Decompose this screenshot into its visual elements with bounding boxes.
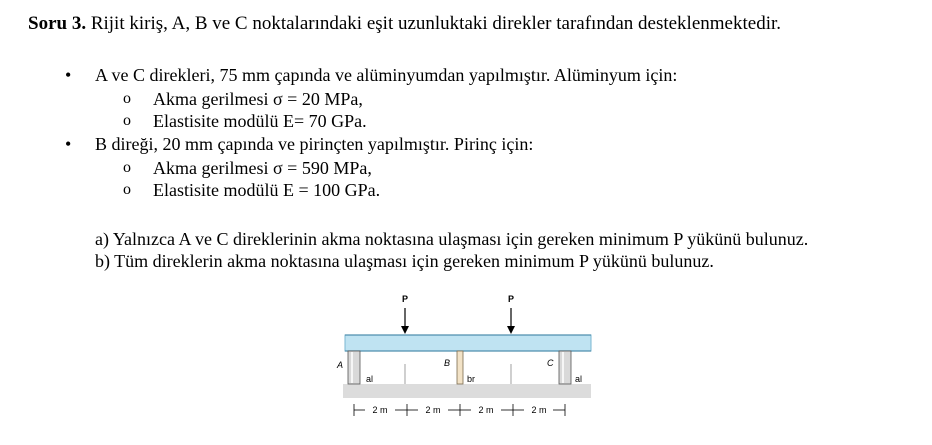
ground <box>343 384 591 398</box>
post-b <box>457 351 463 384</box>
post-ac-yield: Akma gerilmesi σ = 20 MPa, <box>153 89 363 109</box>
arrow-down-icon <box>507 326 515 334</box>
post-b-prop-2 <box>123 179 381 201</box>
question-text: Rijit kiriş, A, B ve C noktalarındaki eşit uzunluktaki direkler tarafından desteklenmektedir. <box>90 13 781 34</box>
sub-bullet-circle-icon: o <box>123 181 131 198</box>
post-ac-modulus: Elastisite modülü E= 70 GPa. <box>153 111 367 131</box>
post-a <box>348 351 360 384</box>
material-label-b: br <box>467 374 476 384</box>
post-b-yield: Akma gerilmesi σ = 590 MPa, <box>153 158 372 178</box>
post-b-text: B direği, 20 mm çapında ve pirinçten yapılmıştır. Pirinç için: <box>95 134 534 154</box>
part-b: b) Tüm direklerin akma noktasına ulaşması için gereken minimum P yükünü bulunuz. <box>95 251 714 271</box>
load-left <box>401 294 409 334</box>
question-label: Soru 3. <box>28 13 87 34</box>
point-label-a: A <box>337 360 344 370</box>
arrow-down-icon <box>401 326 409 334</box>
post-b-bullet <box>65 133 534 155</box>
point-label-b: B <box>444 358 451 368</box>
post-b-prop-1 <box>123 157 372 179</box>
material-label-c: al <box>575 374 583 384</box>
sub-bullet-circle-icon: o <box>123 159 131 176</box>
post-b-modulus: Elastisite modülü E = 100 GPa. <box>153 180 381 200</box>
sub-bullet-circle-icon: o <box>123 112 131 129</box>
dimension-label-1: 2 m <box>372 405 388 415</box>
dimension-label-4: 2 m <box>531 405 547 415</box>
bullet-dot-icon: • <box>65 65 72 85</box>
load-right <box>507 294 515 334</box>
sub-bullet-circle-icon: o <box>123 90 131 107</box>
rigid-beam <box>345 335 591 351</box>
point-label-c: C <box>547 358 554 368</box>
part-a: a) Yalnızca A ve C direklerinin akma noktasına ulaşması için gereken minimum P yükünü bulunuz. <box>95 229 809 249</box>
post-ac-prop-1 <box>123 88 363 110</box>
post-ac-bullet <box>65 64 678 86</box>
load-label-left: P <box>401 294 409 304</box>
post-ac-text: A ve C direkleri, 75 mm çapında ve alüminyumdan yapılmıştır. Alüminyum için: <box>95 65 678 85</box>
post-c <box>559 351 571 384</box>
dimension-label-3: 2 m <box>478 405 494 415</box>
bullet-dot-icon: • <box>65 134 72 154</box>
beam-figure <box>325 288 615 428</box>
load-label-right: P <box>507 294 515 304</box>
post-ac-prop-2 <box>123 110 367 132</box>
question-title <box>28 12 781 36</box>
dimension-label-2: 2 m <box>425 405 441 415</box>
material-label-a: al <box>366 374 374 384</box>
